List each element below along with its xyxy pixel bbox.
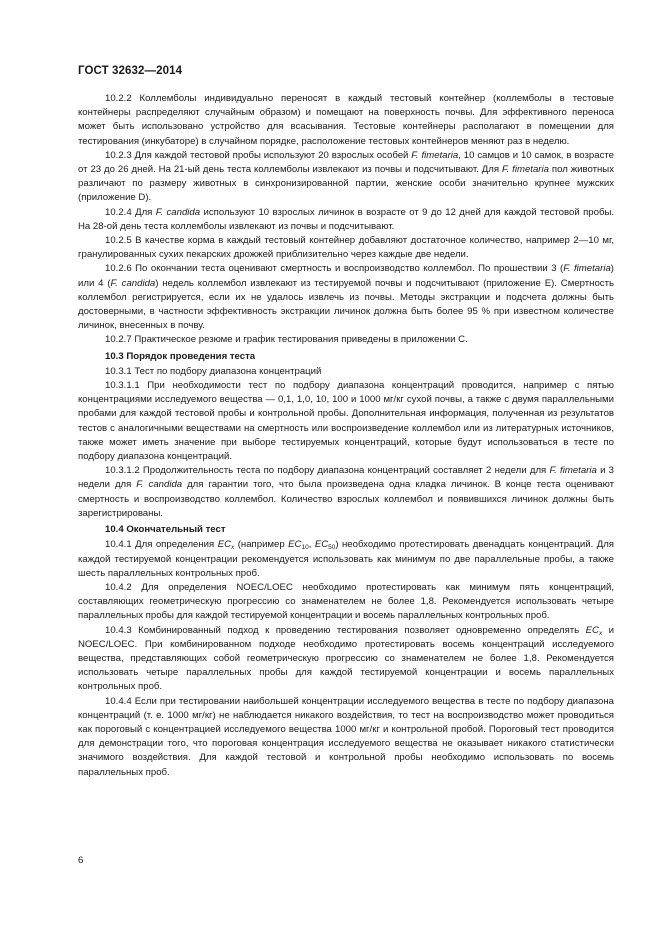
- document-header: ГОСТ 32632—2014: [78, 65, 183, 77]
- paragraph: 10.4.4 Если при тестировании наибольшей концентрации исследуемого вещества в тесте по подбору диапазона концентраций (т. е. 1000 мг/кг) не наблюдается никакого воздействия, то тест на воспроизводство может проводиться как пороговый с концентрацией исследуемого вещества 1000 мг/кг и контрольной пробой. Пороговый тест проводится для демонстрации того, что пороговая концентрация исследуемого вещества не оказывает никакого статистически значимого воздействия. Для каждой тестовой и контрольной пробы необходимо использовать по восемь параллельных проб.: [78, 695, 614, 778]
- paragraph: 10.3.1.1 При необходимости тест по подбору диапазона концентраций проводится, например с пятью концентрациями исследуемого вещества — 0,1, 1,0, 10, 100 и 1000 мг/кг сухой почвы, а также с двумя параллельными пробами для каждой тестовой пробы и контрольной пробы. Дополнительная информация, полученная из результатов тестов с аналогичными веществами на смертность или воспроизведение коллембол или из литературных источников, также может иметь значение при выборе тестируемых концентраций, которые будут использоваться в тесте по подбору диапазона концентраций.: [78, 380, 614, 463]
- section-heading: 10.3 Порядок проведения теста: [105, 350, 256, 362]
- document-body: [78, 92, 614, 780]
- paragraph: 10.2.6 По окончании теста оценивают смертность и воспроизводство коллембол. По прошествии 3 (F. fimetaria) или 4 (F. candida) недель коллембол извлекают из тестируемой почвы и подсчитывают (приложение E). Смертность коллембол регистрируется, если их не удалось извлечь из почвы. Методы экстракции и подсчета должны быть достоверными, в частности эффективность экстракции личинок должна быть более 95 % при известном количестве личинок, внесенных в почву.: [78, 263, 614, 332]
- paragraph: 10.2.5 В качестве корма в каждый тестовый контейнер добавляют достаточное количество, например 2—10 мг, гранулированных сухих пекарских дрожжей приблизительно через каждые две недели.: [78, 235, 614, 261]
- paragraph: 10.2.4 Для F. candida используют 10 взрослых личинок в возрасте от 9 до 12 дней для каждой тестовой пробы. На 28-ой день теста коллемболы извлекают из почвы и подсчитывают.: [78, 206, 615, 232]
- paragraph: 10.4.2 Для определения NOEC/LOEC необходимо протестировать как минимум пять концентраций, составляющих геометрическую прогрессию со знаменателем не более 1,8. Рекомендуется использовать четыре параллельных пробы для каждой тестируемой концентрации и восемь параллельных контрольных проб.: [78, 581, 614, 622]
- paragraph: 10.4.1 Для определения $EC_x$ (например $EC_{10}$, $EC_{50}$) необходимо протестировать двенадцать концентраций. Для каждой тестируемой концентрации рекомендуется использовать как минимум по две параллельные пробы, а также шесть параллельных контрольных проб.: [78, 539, 614, 579]
- paragraph: 10.3.1.2 Продолжительность теста по подбору диапазона концентраций составляет 2 недели для F. fimetaria и 3 недели для F. candida для гарантии того, что была произведена одна кладка личинок. В конце теста оценивают смертность и воспроизводство коллембол. Количество взрослых коллембол и появившихся личинок должны быть зарегистрированы.: [78, 465, 615, 519]
- paragraph: 10.4.3 Комбинированный подход к проведению тестирования позволяет одновременно определять $EC_x$ и NOEC/LOEC. При комбинированном подходе необходимо протестировать восемь концентраций исследуемого вещества, представляющих собой геометрическую прогрессию со знаменателем не более 1,8. Рекомендуется использовать четыре параллельных пробы для каждой тестируемой концентрации и восемь параллельных контрольных проб.: [78, 624, 614, 693]
- paragraph: 10.2.3 Для каждой тестовой пробы используют 20 взрослых особей F. fimetaria, 10 самцов и 10 самок, в возрасте от 23 до 26 дней. На 21-ый день теста коллемболы извлекают из почвы и подсчитывают. Для F. fimetaria пол животных различают по размеру животных в синхронизированной партии, женские особи значительно крупнее мужских (приложение D).: [78, 149, 614, 204]
- paragraph: 10.3.1 Тест по подбору диапазона концентраций: [105, 365, 322, 377]
- paragraph: 10.2.7 Практическое резюме и график тестирования приведены в приложении C.: [105, 334, 468, 346]
- paragraph: 10.2.2 Коллемболы индивидуально переносят в каждый тестовый контейнер (коллемболы в тестовые контейнеры распределяют случайным образом) и помещают на поверхность почвы. Для эффективного переноса может быть использовано устройство для всасывания. Тестовые контейнеры располагают в помещении для тестирования (инкубаторе) в случайном порядке, расположение тестовых контейнеров меняют раз в неделю.: [78, 93, 614, 147]
- page-number: 6: [78, 855, 84, 866]
- section-heading: 10.4 Окончательный тест: [105, 524, 226, 536]
